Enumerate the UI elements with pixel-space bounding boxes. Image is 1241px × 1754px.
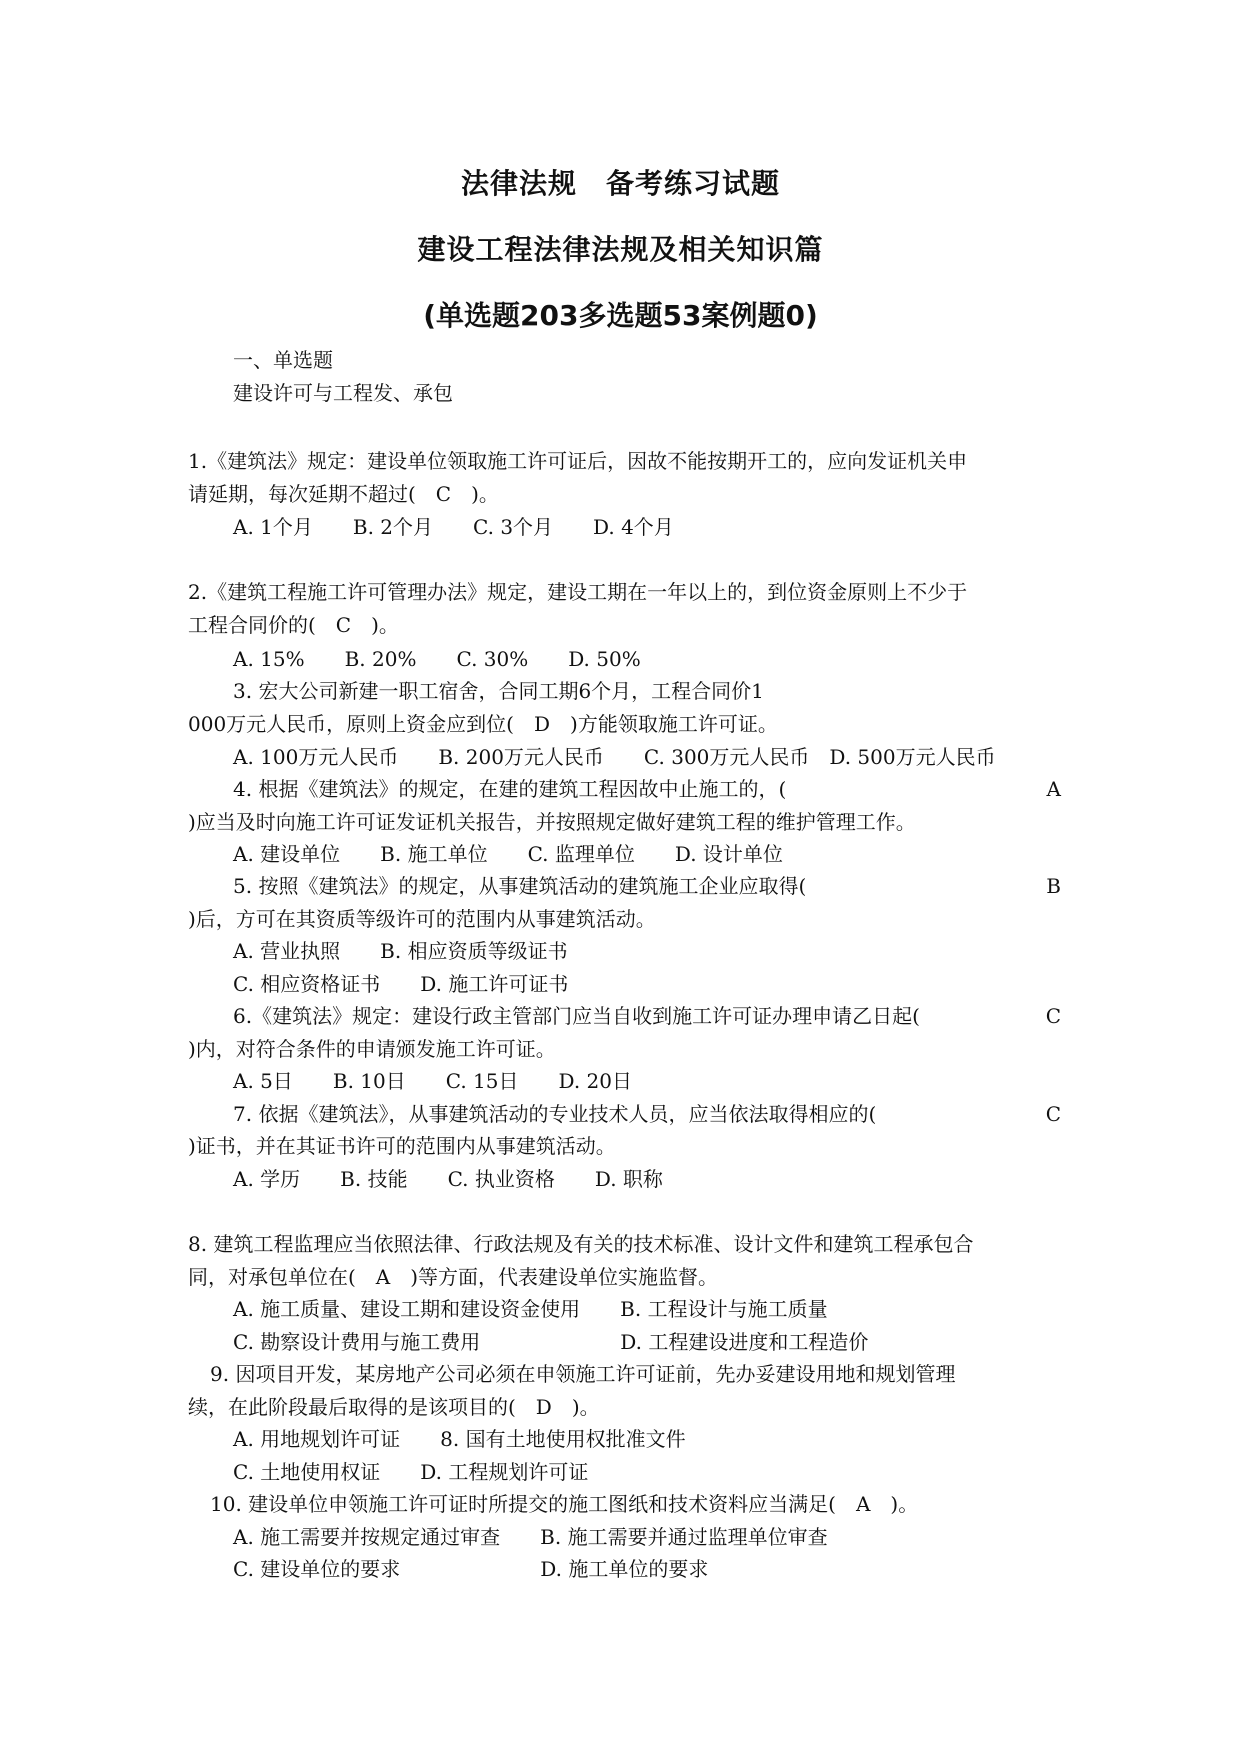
question-2-line-2: 工程合同价的( C )。 <box>188 613 399 637</box>
question-5-line-1: 5. 按照《建筑法》的规定，从事建筑活动的建筑施工企业应取得( <box>233 874 807 898</box>
question-1-options: A. 1个月 B. 2个月 C. 3个月 D. 4个月 <box>233 515 674 539</box>
question-3-line-2: 000万元人民币，原则上资金应到位( D )方能领取施工许可证。 <box>188 712 778 736</box>
question-9-line-1: 9. 因项目开发，某房地产公司必须在申领施工许可证前，先办妥建设用地和规划管理 <box>210 1362 956 1386</box>
question-5-answer: B <box>1046 874 1061 898</box>
question-9-line-2: 续，在此阶段最后取得的是该项目的( D )。 <box>188 1395 600 1419</box>
question-4-options: A. 建设单位 B. 施工单位 C. 监理单位 D. 设计单位 <box>233 842 783 866</box>
question-7-line-2: )证书，并在其证书许可的范围内从事建筑活动。 <box>188 1134 616 1158</box>
question-5-options-1: A. 营业执照 B. 相应资质等级证书 <box>233 939 568 963</box>
document-title: 法律法规 备考练习试题 <box>460 167 780 200</box>
question-4-line-2: )应当及时向施工许可证发证机关报告，并按照规定做好建筑工程的维护管理工作。 <box>188 810 916 834</box>
question-8-options-2: C. 勘察设计费用与施工费用 D. 工程建设进度和工程造价 <box>233 1330 869 1354</box>
section-heading: 一、单选题 <box>233 348 333 372</box>
question-7-options: A. 学历 B. 技能 C. 执业资格 D. 职称 <box>233 1167 663 1191</box>
question-4-line-1: 4. 根据《建筑法》的规定，在建的建筑工程因故中止施工的，( <box>233 777 787 801</box>
question-10-line-1: 10. 建设单位申领施工许可证时所提交的施工图纸和技术资料应当满足( A )。 <box>210 1492 919 1516</box>
document-subtitle: 建设工程法律法规及相关知识篇 <box>417 233 824 266</box>
question-6-answer: C <box>1045 1004 1061 1028</box>
question-2-options: A. 15% B. 20% C. 30% D. 50% <box>233 647 641 671</box>
question-6-options: A. 5日 B. 10日 C. 15日 D. 20日 <box>233 1069 632 1093</box>
question-8-options-1: A. 施工质量、建设工期和建设资金使用 B. 工程设计与施工质量 <box>233 1297 828 1321</box>
question-9-options-2: C. 土地使用权证 D. 工程规划许可证 <box>233 1460 589 1484</box>
question-6-line-2: )内，对符合条件的申请颁发施工许可证。 <box>188 1037 556 1061</box>
question-10-options-1: A. 施工需要并按规定通过审查 B. 施工需要并通过监理单位审查 <box>233 1525 828 1549</box>
question-4-answer: A <box>1046 777 1061 801</box>
question-7-answer: C <box>1045 1102 1061 1126</box>
question-count-summary: (单选题203多选题53案例题0) <box>423 299 818 332</box>
question-3-options: A. 100万元人民币 B. 200万元人民币 C. 300万元人民币 D. 500万元人民币 <box>233 745 996 769</box>
question-8-line-1: 8. 建筑工程监理应当依照法律、行政法规及有关的技术标准、设计文件和建筑工程承包合 <box>188 1232 974 1256</box>
question-3-line-1: 3. 宏大公司新建一职工宿舍，合同工期6个月，工程合同价1 <box>233 679 764 703</box>
question-6-line-1: 6.《建筑法》规定：建设行政主管部门应当自收到施工许可证办理申请乙日起( <box>233 1004 920 1028</box>
question-8-line-2: 同，对承包单位在( A )等方面，代表建设单位实施监督。 <box>188 1265 719 1289</box>
question-9-options-1: A. 用地规划许可证 8. 国有土地使用权批准文件 <box>233 1427 686 1451</box>
question-7-line-1: 7. 依据《建筑法》，从事建筑活动的专业技术人员，应当依法取得相应的( <box>233 1102 877 1126</box>
question-5-options-2: C. 相应资格证书 D. 施工许可证书 <box>233 972 569 996</box>
question-5-line-2: )后，方可在其资质等级许可的范围内从事建筑活动。 <box>188 907 656 931</box>
question-1-line-1: 1.《建筑法》规定：建设单位领取施工许可证后，因故不能按期开工的，应向发证机关申 <box>188 449 968 473</box>
question-10-options-2: C. 建设单位的要求 D. 施工单位的要求 <box>233 1557 709 1581</box>
question-1-line-2: 请延期，每次延期不超过( C )。 <box>188 482 499 506</box>
section-subtitle: 建设许可与工程发、承包 <box>233 381 453 405</box>
question-2-line-1: 2.《建筑工程施工许可管理办法》规定，建设工期在一年以上的，到位资金原则上不少于 <box>188 580 968 604</box>
